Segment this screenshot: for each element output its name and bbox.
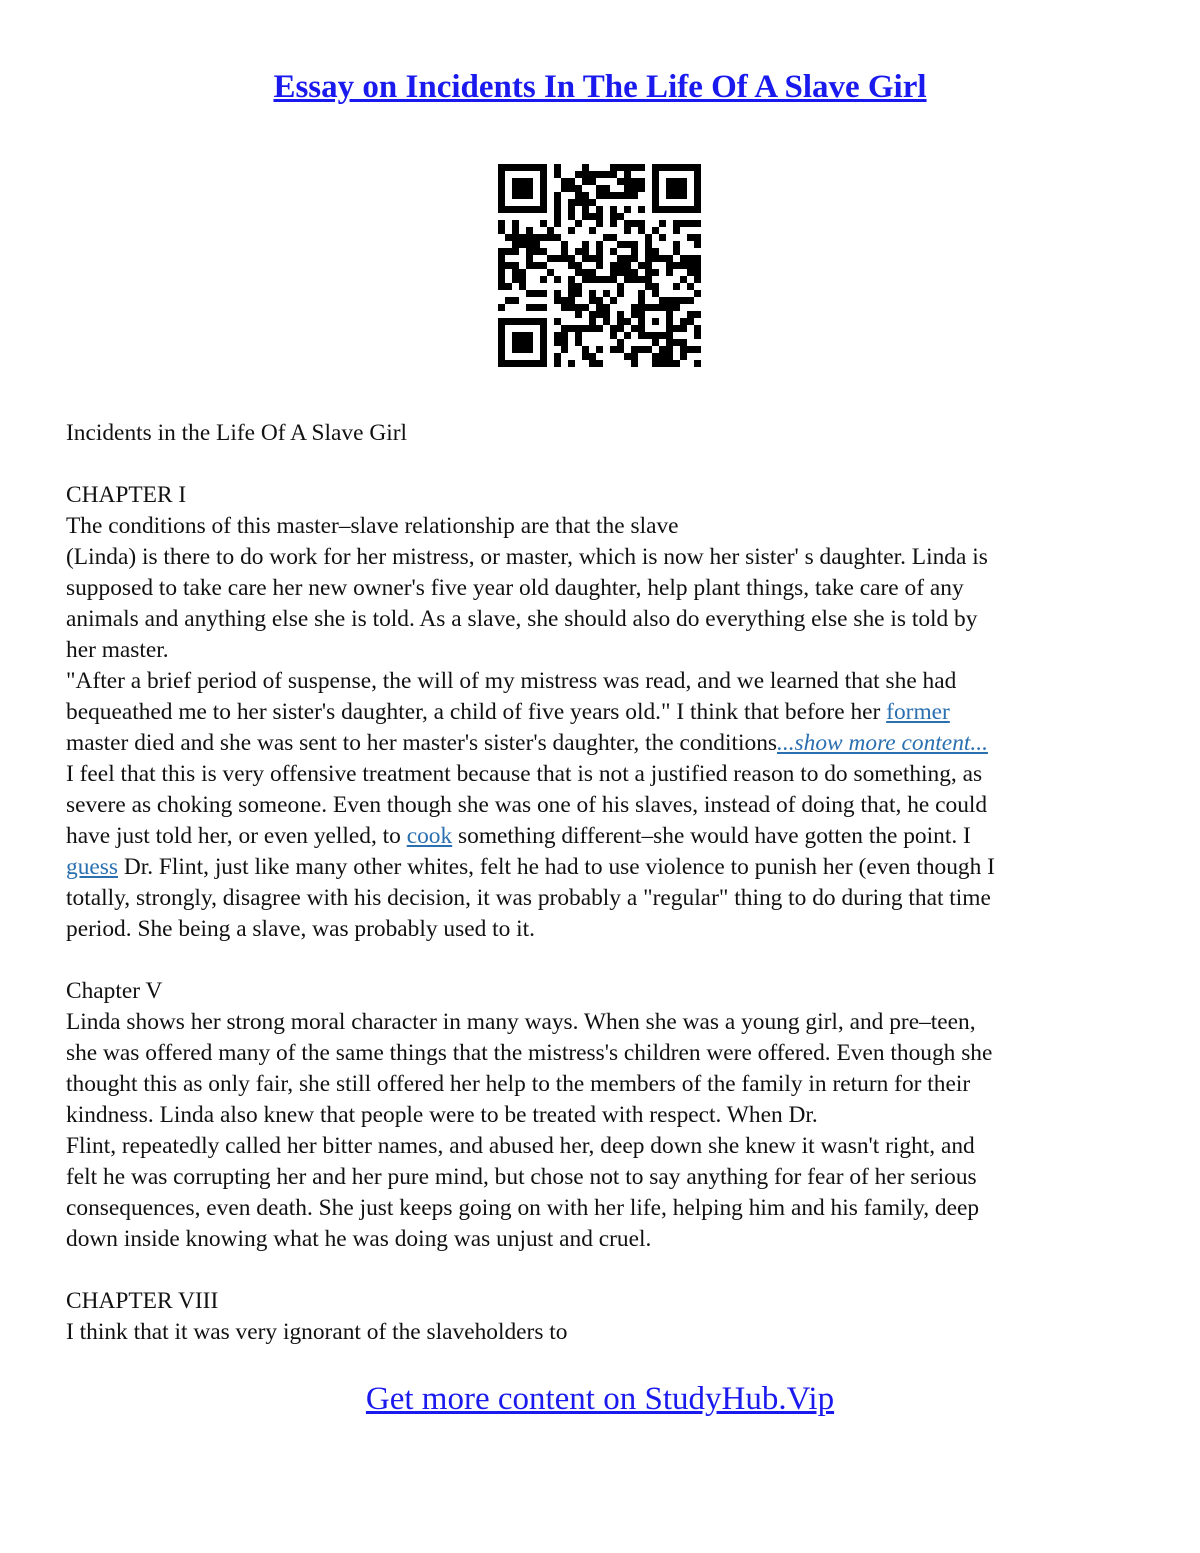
essay-heading: Incidents in the Life Of A Slave Girl (66, 420, 408, 446)
paragraph-line: Flint, repeatedly called her bitter names, and abused her, deep down she knew it wasn't right, and (66, 1133, 975, 1159)
show-more-content-link[interactable]: ...show more content... (777, 730, 988, 756)
paragraph-line: thought this as only fair, she still offered her help to the members of the family in return for their (66, 1071, 971, 1097)
former-link[interactable]: former (886, 699, 950, 725)
paragraph-line: consequences, even death. She just keeps going on with her life, helping him and his family, deep (66, 1195, 980, 1221)
paragraph-line: Linda shows her strong moral character in many ways. When she was a young girl, and pre–teen, (66, 1009, 976, 1035)
paragraph-line: The conditions of this master–slave relationship are that the slave (66, 513, 679, 539)
chapter-1-label: CHAPTER I (66, 482, 187, 508)
cook-link[interactable]: cook (406, 823, 453, 849)
paragraph-line: felt he was corrupting her and her pure mind, but chose not to say anything for fear of her serious (66, 1164, 977, 1190)
text-segment: Dr. Flint, just like many other whites, felt he had to use violence to punish her (even though I (117, 854, 995, 880)
studyhub-link[interactable]: Get more content on StudyHub.Vip (365, 1381, 835, 1417)
text-segment: something different–she would have gotten the point. I (452, 823, 971, 849)
essay-body (66, 418, 1136, 1348)
text-segment: bequeathed me to her sister's daughter, a child of five years old." I think that before her (66, 699, 887, 725)
paragraph-line: I think that it was very ignorant of the slaveholders to (66, 1319, 568, 1345)
paragraph-line: totally, strongly, disagree with his decision, it was probably a "regular" thing to do during that time (66, 885, 991, 911)
paragraph-line: she was offered many of the same things that the mistress's children were offered. Even though she (66, 1040, 993, 1066)
paragraph-line (66, 728, 1136, 759)
paragraph-line: her master. (66, 637, 169, 663)
paragraph-line: severe as choking someone. Even though she was one of his slaves, instead of doing that, he could (66, 792, 988, 818)
text-segment: have just told her, or even yelled, to (66, 823, 407, 849)
document-title (0, 66, 1200, 108)
paragraph-line: kindness. Linda also knew that people were to be treated with respect. When Dr. (66, 1102, 818, 1128)
footer (0, 1378, 1200, 1420)
paragraph-line (66, 852, 1136, 883)
chapter-8-label: CHAPTER VIII (66, 1288, 219, 1314)
guess-link[interactable]: guess (66, 854, 118, 880)
qr-code-icon (498, 164, 701, 367)
paragraph-line: "After a brief period of suspense, the will of my mistress was read, and we learned that she had (66, 668, 957, 694)
title-link[interactable]: Essay on Incidents In The Life Of A Slave Girl (273, 69, 927, 105)
paragraph-line: (Linda) is there to do work for her mistress, or master, which is now her sister' s daughter. Linda is (66, 544, 988, 570)
paragraph-line (66, 697, 1136, 728)
paragraph-line: I feel that this is very offensive treatment because that is not a justified reason to do something, as (66, 761, 983, 787)
paragraph-line: animals and anything else she is told. As a slave, she should also do everything else she is told by (66, 606, 978, 632)
paragraph-line: period. She being a slave, was probably used to it. (66, 916, 536, 942)
chapter-5-label: Chapter V (66, 978, 163, 1004)
paragraph-line (66, 821, 1136, 852)
paragraph-line: supposed to take care her new owner's five year old daughter, help plant things, take care of any (66, 575, 964, 601)
paragraph-line: down inside knowing what he was doing was unjust and cruel. (66, 1226, 652, 1252)
text-segment: master died and she was sent to her master's sister's daughter, the conditions (66, 730, 777, 756)
